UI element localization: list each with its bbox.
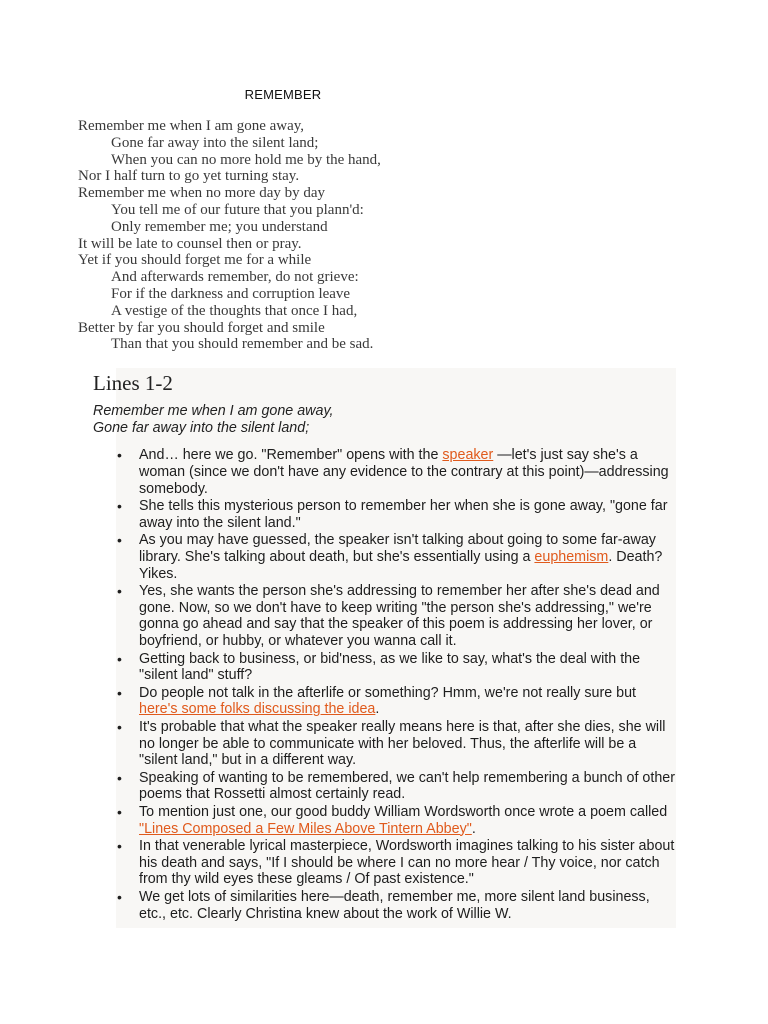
poem-line: Remember me when no more day by day (78, 185, 326, 202)
list-item: • We get lots of similarities here—death, remember me, more silent land business, etc., etc. Clearly Christina knew about the work of Willie W. (139, 889, 679, 923)
section-heading: Lines 1-2 (93, 371, 173, 395)
list-item: • Speaking of wanting to be remembered, we can't help remembering a bunch of other poems that Rossetti almost certainly read. (139, 770, 679, 804)
poem-line: You tell me of our future that you plann'd: (111, 201, 364, 218)
euphemism-link[interactable]: euphemism (534, 548, 609, 565)
tintern-abbey-link[interactable]: "Lines Composed a Few Miles Above Tintern Abbey" (139, 820, 472, 837)
note-text: To mention just one, our good buddy William Wordsworth once wrote a poem called (139, 803, 668, 820)
poem-line: When you can no more hold me by the hand, (111, 151, 381, 168)
note-text: As you may have guessed, the speaker isn't talking about going to some far-away library. She's talking about death, but she's essentially using a (139, 531, 656, 565)
note-text: Do people not talk in the afterlife or something? Hmm, we're not really sure but (139, 684, 637, 701)
notes-list (139, 447, 679, 923)
poem-line: Remember me when I am gone away, (78, 118, 305, 134)
poem-line: Only remember me; you understand (111, 218, 328, 235)
list-item (139, 804, 679, 838)
note-text: —let's just say she's a woman (since we don't have any evidence to the contrary at this point)—addressing somebody. (139, 447, 669, 497)
list-item (139, 532, 679, 582)
poem-line: Yet if you should forget me for a while (78, 252, 312, 269)
poem-line: Gone far away into the silent land; (111, 134, 319, 151)
poem-line: Than that you should remember and be sad. (111, 336, 374, 353)
note-text: . (471, 820, 476, 837)
list-item: • In that venerable lyrical masterpiece, Wordsworth imagines talking to his sister about his death and says, "If I should be where I can no more hear / Thy voice, nor catch from thy wild eyes these gleams / Of past existence." (139, 838, 679, 888)
quote-line: Gone far away into the silent land; (93, 419, 310, 436)
list-item: • Getting back to business, or bid'ness, as we like to say, what's the deal with the "silent land" stuff? (139, 651, 679, 685)
list-item: • She tells this mysterious person to remember her when she is gone away, "gone far away into the silent land." (139, 498, 679, 532)
poem-line: And afterwards remember, do not grieve: (111, 269, 359, 286)
list-item (139, 685, 679, 719)
note-text: . Death? Yikes. (139, 548, 663, 582)
poem-line: Better by far you should forget and smile (78, 319, 325, 336)
page-title: REMEMBER (244, 87, 322, 102)
poem-text (78, 118, 498, 353)
poem-line: It will be late to counsel then or pray. (78, 235, 302, 252)
poem-line: Nor I half turn to go yet turning stay. (78, 168, 300, 185)
list-item: • Yes, she wants the person she's addressing to remember her after she's dead and gone. Now, so we don't have to keep writing "the person she's addressing," we're gonna go ahead and say that the speaker of this poem is addressing her lover, or boyfriend, or hubby, or whatever you wanna call it. (139, 583, 679, 650)
note-text: . (375, 701, 380, 718)
list-item: • It's probable that what the speaker really means here is that, after she dies, she will no longer be able to communicate with her beloved. Thus, the afterlife will be a "silent land," but in a different way. (139, 719, 679, 769)
poem-line: A vestige of the thoughts that once I had, (111, 302, 358, 319)
note-text: And… here we go. "Remember" opens with the (139, 447, 443, 463)
section-quote (93, 403, 653, 436)
speaker-link[interactable]: speaker (442, 447, 494, 463)
poem-line: For if the darkness and corruption leave (111, 285, 351, 302)
list-item (139, 447, 679, 497)
analysis-panel (93, 368, 676, 928)
quote-line: Remember me when I am gone away, (93, 403, 334, 419)
discussion-link[interactable]: here's some folks discussing the idea (139, 701, 376, 718)
